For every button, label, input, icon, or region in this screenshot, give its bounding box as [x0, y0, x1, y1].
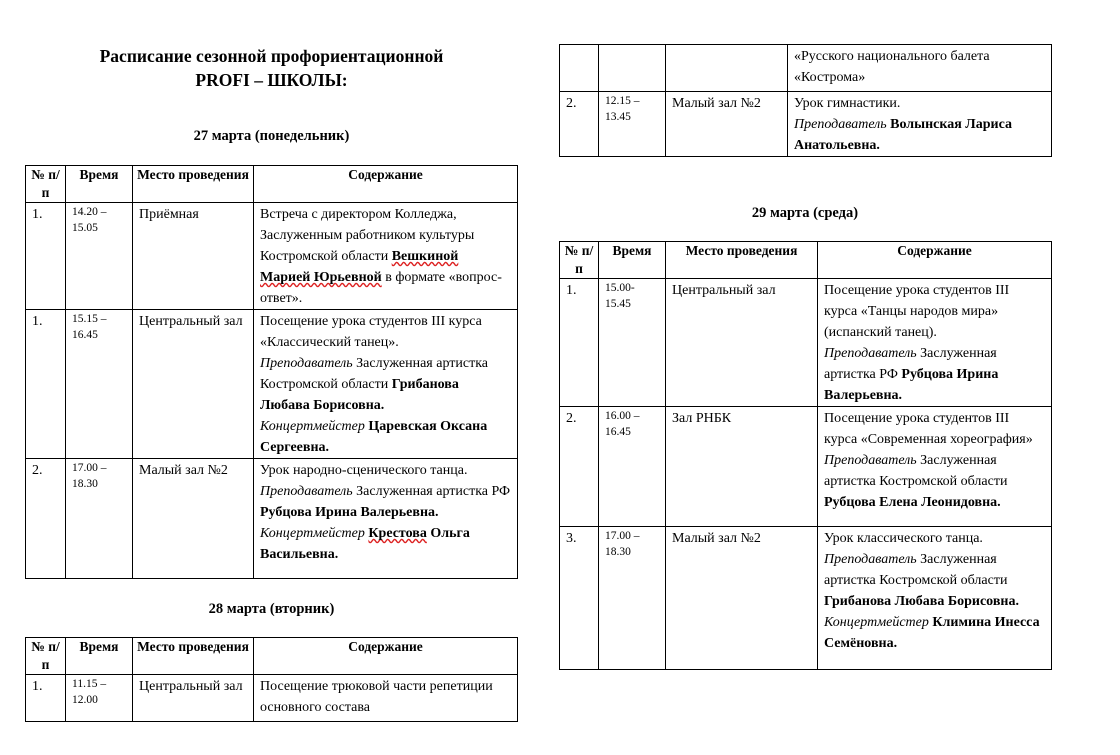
- content-name: Вешкиной Марией Юрьевной: [260, 249, 459, 285]
- teacher-role: Преподаватель: [824, 552, 917, 567]
- teacher-line: [824, 343, 1045, 406]
- teacher-role: Преподаватель: [824, 346, 917, 361]
- row-place: Малый зал №2: [133, 459, 254, 579]
- row-time: 11.15 – 12.00: [66, 675, 133, 722]
- accompanist-name: Климина Инесса Семёновна.: [824, 615, 1040, 651]
- schedule-table-mar28: [25, 637, 518, 722]
- accompanist-name: Царевская Оксана Сергеевна.: [260, 419, 488, 455]
- row-time: [599, 45, 666, 92]
- teacher-title: Заслуженная артистка Костромской области: [824, 453, 1008, 489]
- header-content: Содержание: [254, 638, 518, 675]
- table-row: [560, 45, 1052, 92]
- teacher-line: [824, 450, 1045, 513]
- row-place: Центральный зал: [133, 310, 254, 459]
- day-heading-mar27: 27 марта (понедельник): [193, 128, 350, 144]
- content-text: Урок народно-сценического танца.: [260, 463, 468, 478]
- teacher-line: [824, 549, 1045, 612]
- table-row: [560, 527, 1052, 670]
- accompanist-name-tail: Ольга Васильевна.: [260, 526, 470, 562]
- row-num: 1.: [560, 279, 599, 407]
- teacher-role: Преподаватель: [260, 484, 353, 499]
- header-time: Время: [66, 166, 133, 203]
- day-heading-mar28: 28 марта (вторник): [208, 601, 335, 617]
- teacher-name: Волынская Лариса Анатольевна.: [794, 117, 1012, 153]
- teacher-role: Преподаватель: [824, 453, 917, 468]
- row-place: Малый зал №2: [666, 92, 788, 157]
- row-content: [818, 527, 1052, 670]
- table-row: [26, 675, 518, 722]
- row-content: [818, 407, 1052, 527]
- header-num: № п/п: [26, 166, 66, 203]
- header-content: Содержание: [254, 166, 518, 203]
- row-content: [788, 92, 1052, 157]
- schedule-table-mar27: [25, 165, 518, 579]
- accompanist-role: Концертмейстер: [260, 526, 365, 541]
- row-time: 15.15 – 16.45: [66, 310, 133, 459]
- teacher-name: Рубцова Ирина Валерьевна.: [824, 367, 999, 403]
- accompanist-role: Концертмейстер: [260, 419, 365, 434]
- table-row: [26, 310, 518, 459]
- table-header-row: [26, 638, 518, 675]
- teacher-title: Заслуженная артистка РФ: [824, 346, 997, 382]
- accompanist-line: [260, 416, 511, 458]
- row-num: 1.: [26, 203, 66, 310]
- row-place: Центральный зал: [666, 279, 818, 407]
- teacher-name: Рубцова Ирина Валерьевна.: [260, 505, 439, 520]
- content-tail: в формате «вопрос-ответ».: [260, 270, 502, 306]
- table-row: [26, 203, 518, 310]
- header-place: Место проведения: [666, 242, 818, 279]
- teacher-title: Заслуженная артистка Костромской области: [824, 552, 1008, 588]
- accompanist-line: [824, 612, 1045, 654]
- teacher-title: Заслуженная артистка РФ: [352, 484, 511, 499]
- row-num: 3.: [560, 527, 599, 670]
- row-time: 16.00 – 16.45: [599, 407, 666, 527]
- row-place: Малый зал №2: [666, 527, 818, 670]
- table-row: [560, 279, 1052, 407]
- accompanist-role: Концертмейстер: [824, 615, 929, 630]
- header-content: Содержание: [818, 242, 1052, 279]
- header-time: Время: [66, 638, 133, 675]
- accompanist-name: Крестова: [368, 526, 427, 541]
- table-row: [26, 459, 518, 579]
- teacher-name: Грибанова Любава Борисовна.: [824, 594, 1019, 609]
- teacher-line: [260, 481, 511, 523]
- header-place: Место проведения: [133, 638, 254, 675]
- document-title: [26, 44, 517, 92]
- teacher-line: [794, 114, 1045, 156]
- row-time: 17.00 – 18.30: [599, 527, 666, 670]
- table-header-row: [560, 242, 1052, 279]
- title-line-2: PROFI – ШКОЛЫ:: [195, 70, 348, 90]
- row-time: 17.00 – 18.30: [66, 459, 133, 579]
- teacher-role: Преподаватель: [260, 356, 353, 371]
- table-row: [560, 92, 1052, 157]
- row-num: 2.: [560, 92, 599, 157]
- teacher-role: Преподаватель: [794, 117, 887, 132]
- row-place: Центральный зал: [133, 675, 254, 722]
- row-num: 2.: [560, 407, 599, 527]
- row-place: Зал РНБК: [666, 407, 818, 527]
- content-text: Посещение урока студентов III курса «Классический танец».: [260, 314, 482, 350]
- table-row: [560, 407, 1052, 527]
- teacher-title: Заслуженная артистка Костромской области: [260, 356, 489, 392]
- content-text: Посещение урока студентов III курса «Современная хореография»: [824, 411, 1033, 447]
- schedule-table-mar28-continued: [559, 44, 1052, 157]
- schedule-table-mar29: [559, 241, 1052, 670]
- row-time: 12.15 – 13.45: [599, 92, 666, 157]
- header-place: Место проведения: [133, 166, 254, 203]
- row-time: 15.00- 15.45: [599, 279, 666, 407]
- header-num: № п/п: [26, 638, 66, 675]
- row-num: [560, 45, 599, 92]
- content-text: Урок классического танца.: [824, 531, 983, 546]
- row-place: Приёмная: [133, 203, 254, 310]
- header-num: № п/п: [560, 242, 599, 279]
- row-content: Посещение трюковой части репетиции основного состава: [254, 675, 518, 722]
- table-header-row: [26, 166, 518, 203]
- teacher-name: Грибанова Любава Борисовна.: [260, 377, 459, 413]
- row-content: «Русского национального балета «Кострома»: [788, 45, 1052, 92]
- row-content: [254, 459, 518, 579]
- row-num: 1.: [26, 675, 66, 722]
- day-heading-mar29: 29 марта (среда): [751, 205, 859, 221]
- teacher-line: [260, 353, 511, 416]
- title-line-1: Расписание сезонной профориентационной: [99, 46, 444, 66]
- header-time: Время: [599, 242, 666, 279]
- content-text: Встреча с директором Колледжа, Заслуженным работником культуры Костромской области: [260, 207, 475, 264]
- content-text: Урок гимнастики.: [794, 96, 901, 111]
- teacher-name: Рубцова Елена Леонидовна.: [824, 495, 1001, 510]
- accompanist-line: [260, 523, 511, 565]
- row-place: [666, 45, 788, 92]
- row-num: 1.: [26, 310, 66, 459]
- content-text: Посещение урока студентов III курса «Танцы народов мира» (испанский танец).: [824, 283, 1010, 340]
- row-content: [818, 279, 1052, 407]
- row-content: [254, 203, 518, 310]
- row-content: [254, 310, 518, 459]
- row-time: 14.20 – 15.05: [66, 203, 133, 310]
- row-num: 2.: [26, 459, 66, 579]
